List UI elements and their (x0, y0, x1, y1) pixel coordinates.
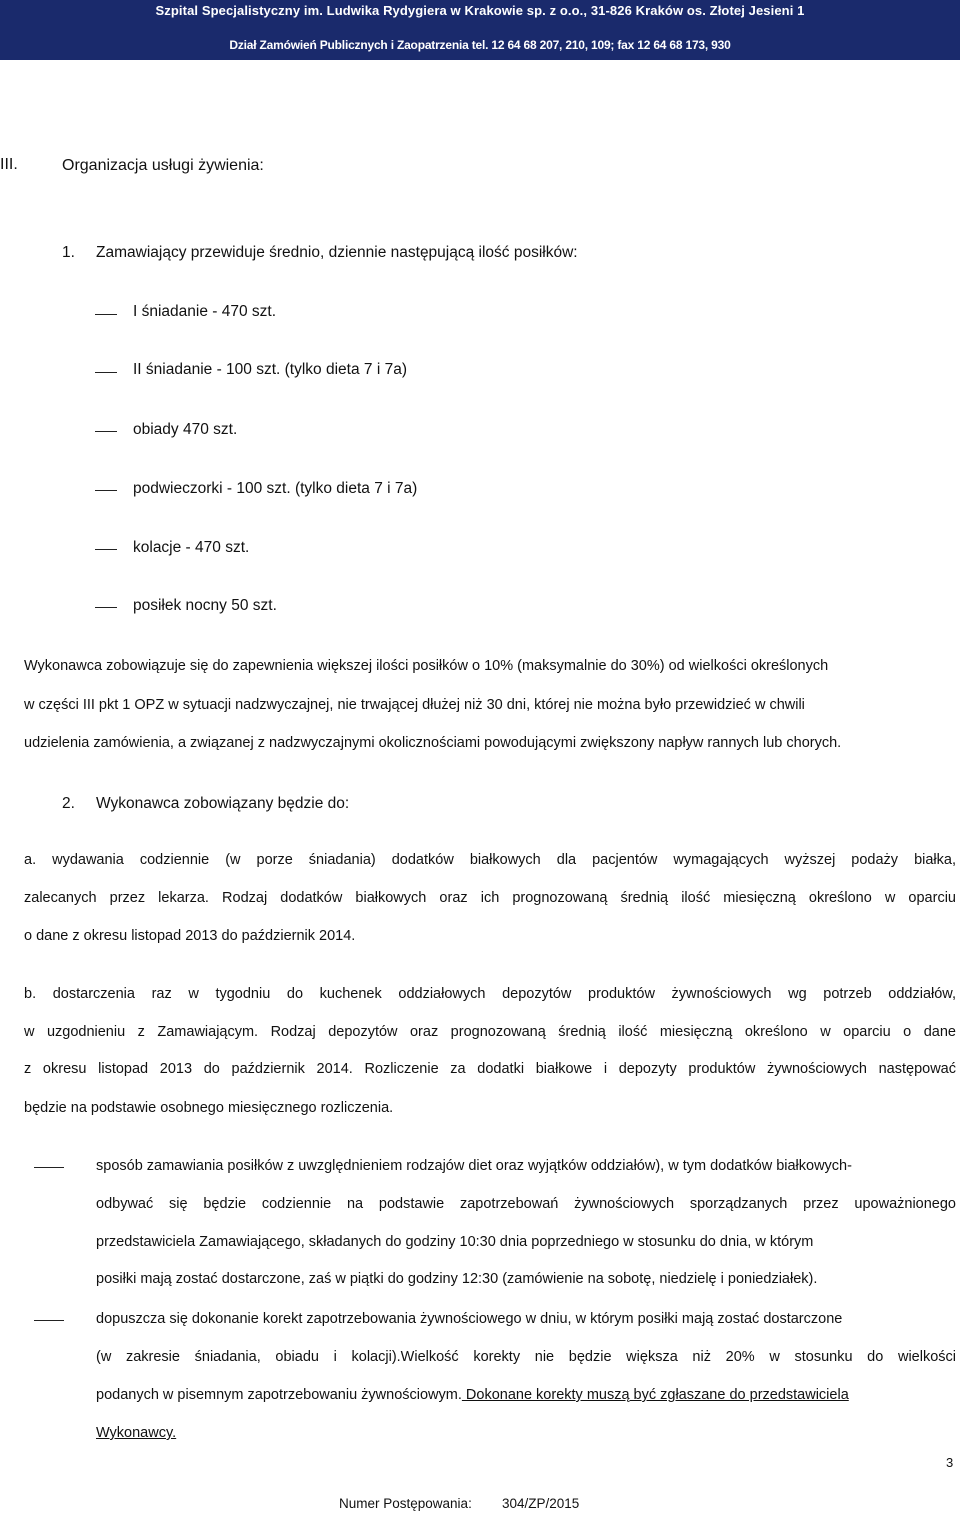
bullet-1-line-2: odbywać się będzie codziennie na podstawie zapotrzebowań żywnościowych sporządzanych przez upoważnionego (96, 1196, 956, 1212)
meal-breakfast-2: II śniadanie - 100 szt. (tylko dieta 7 i 7a) (133, 361, 407, 378)
section-number: III. (0, 156, 18, 173)
item-2-text: Wykonawca zobowiązany będzie do: (96, 795, 350, 812)
item-1-number: 1. (62, 244, 75, 261)
dash-icon (95, 607, 117, 608)
bullet-2-line-2: (w zakresie śniadania, obiadu i kolacji).Wielkość korekty nie będzie większa niż 20% w stosunku do wielkości (96, 1349, 956, 1365)
meal-lunch: obiady 470 szt. (133, 421, 238, 438)
header-department-contact: Dział Zamówień Publicznych i Zaopatrzenia tel. 12 64 68 207, 210, 109; fax 12 64 68 173, 930 (229, 38, 731, 52)
bullet-2-line-3-underlined: Dokonane korekty muszą być zgłaszane do przedstawiciela (461, 1387, 849, 1403)
point-a-line-1: a. wydawania codziennie (w porze śniadania) dodatków białkowych dla pacjentów wymagających wyższej podaży białka, (24, 852, 956, 868)
bullet-2-line-3 (96, 1387, 956, 1403)
footer-procedure-number: 304/ZP/2015 (502, 1496, 580, 1511)
dash-icon (95, 372, 117, 373)
footer-procedure-label: Numer Postępowania: (339, 1496, 472, 1511)
dash-icon (34, 1320, 64, 1321)
bullet-1-line-1: sposób zamawiania posiłków z uwzględnieniem rodzajów diet oraz wyjątków oddziałów), w tym dodatków białkowych- (96, 1158, 852, 1174)
bullet-2-line-4-underlined: Wykonawcy. (96, 1425, 177, 1441)
bullet-2-line-4 (96, 1425, 956, 1441)
point-b-line-1: b. dostarczenia raz w tygodniu do kuchenek oddziałowych depozytów produktów żywnościowych wg potrzeb oddziałów, (24, 986, 956, 1002)
dash-icon (95, 490, 117, 491)
point-a-line-2: zalecanych przez lekarza. Rodzaj dodatków białkowych oraz ich prognozowaną średnią ilość miesięczną określono w oparciu (24, 890, 956, 906)
bullet-1-line-3: przedstawiciela Zamawiającego, składanych do godziny 10:30 dnia poprzedniego w stosunku do dnia, w którym (96, 1234, 814, 1250)
dash-icon (95, 314, 117, 315)
section-title: Organizacja usługi żywienia: (62, 157, 264, 174)
meal-dinner: kolacje - 470 szt. (133, 539, 250, 556)
point-b-line-3: z okresu listopad 2013 do październik 2014. Rozliczenie za dodatki białkowe i depozyty produktów żywnościowych następować (24, 1061, 956, 1077)
meal-afternoon-snack: podwieczorki - 100 szt. (tylko dieta 7 i 7a) (133, 480, 418, 497)
bullet-2-line-1: dopuszcza się dokonanie korekt zapotrzebowania żywnościowego w dniu, w którym posiłki mają zostać dostarczone (96, 1311, 843, 1327)
paragraph-1-line-3: udzielenia zamówienia, a związanej z nadzwyczajnymi okolicznościami powodującymi zwiększony napływ rannych lub chorych. (24, 735, 842, 751)
point-a-line-3: o dane z okresu listopad 2013 do październik 2014. (24, 928, 356, 944)
dash-icon (34, 1167, 64, 1168)
bullet-2-line-3-plain: podanych w pisemnym zapotrzebowaniu żywnościowym. (96, 1387, 462, 1403)
paragraph-1-line-1: Wykonawca zobowiązuje się do zapewnienia większej ilości posiłków o 10% (maksymalnie do 30%) od wielkości określonych (24, 658, 829, 674)
meal-night: posiłek nocny 50 szt. (133, 597, 277, 614)
item-1-text: Zamawiający przewiduje średnio, dziennie następującą ilość posiłków: (96, 244, 578, 261)
dash-icon (95, 431, 117, 432)
point-b-line-2: w uzgodnieniu z Zamawiającym. Rodzaj depozytów oraz prognozowaną średnią ilość miesięczną określono w oparciu o dane (24, 1024, 956, 1040)
bullet-1-line-4: posiłki mają zostać dostarczone, zaś w piątki do godziny 12:30 (zamówienie na sobotę, niedzielę i poniedziałek). (96, 1271, 818, 1287)
page-number: 3 (946, 1455, 954, 1470)
paragraph-1-line-2: w części III pkt 1 OPZ w sytuacji nadzwyczajnej, nie trwającej dłużej niż 30 dni, której nie można było przewidzieć w chwili (24, 697, 805, 713)
dash-icon (95, 549, 117, 550)
header-institution: Szpital Specjalistyczny im. Ludwika Rydygiera w Krakowie sp. z o.o., 31-826 Kraków os. Złotej Jesieni 1 (155, 3, 805, 18)
meal-breakfast-1: I śniadanie - 470 szt. (133, 303, 277, 320)
point-b-line-4: będzie na podstawie osobnego miesięcznego rozliczenia. (24, 1100, 394, 1116)
item-2-number: 2. (62, 795, 75, 812)
document-header (0, 0, 960, 60)
